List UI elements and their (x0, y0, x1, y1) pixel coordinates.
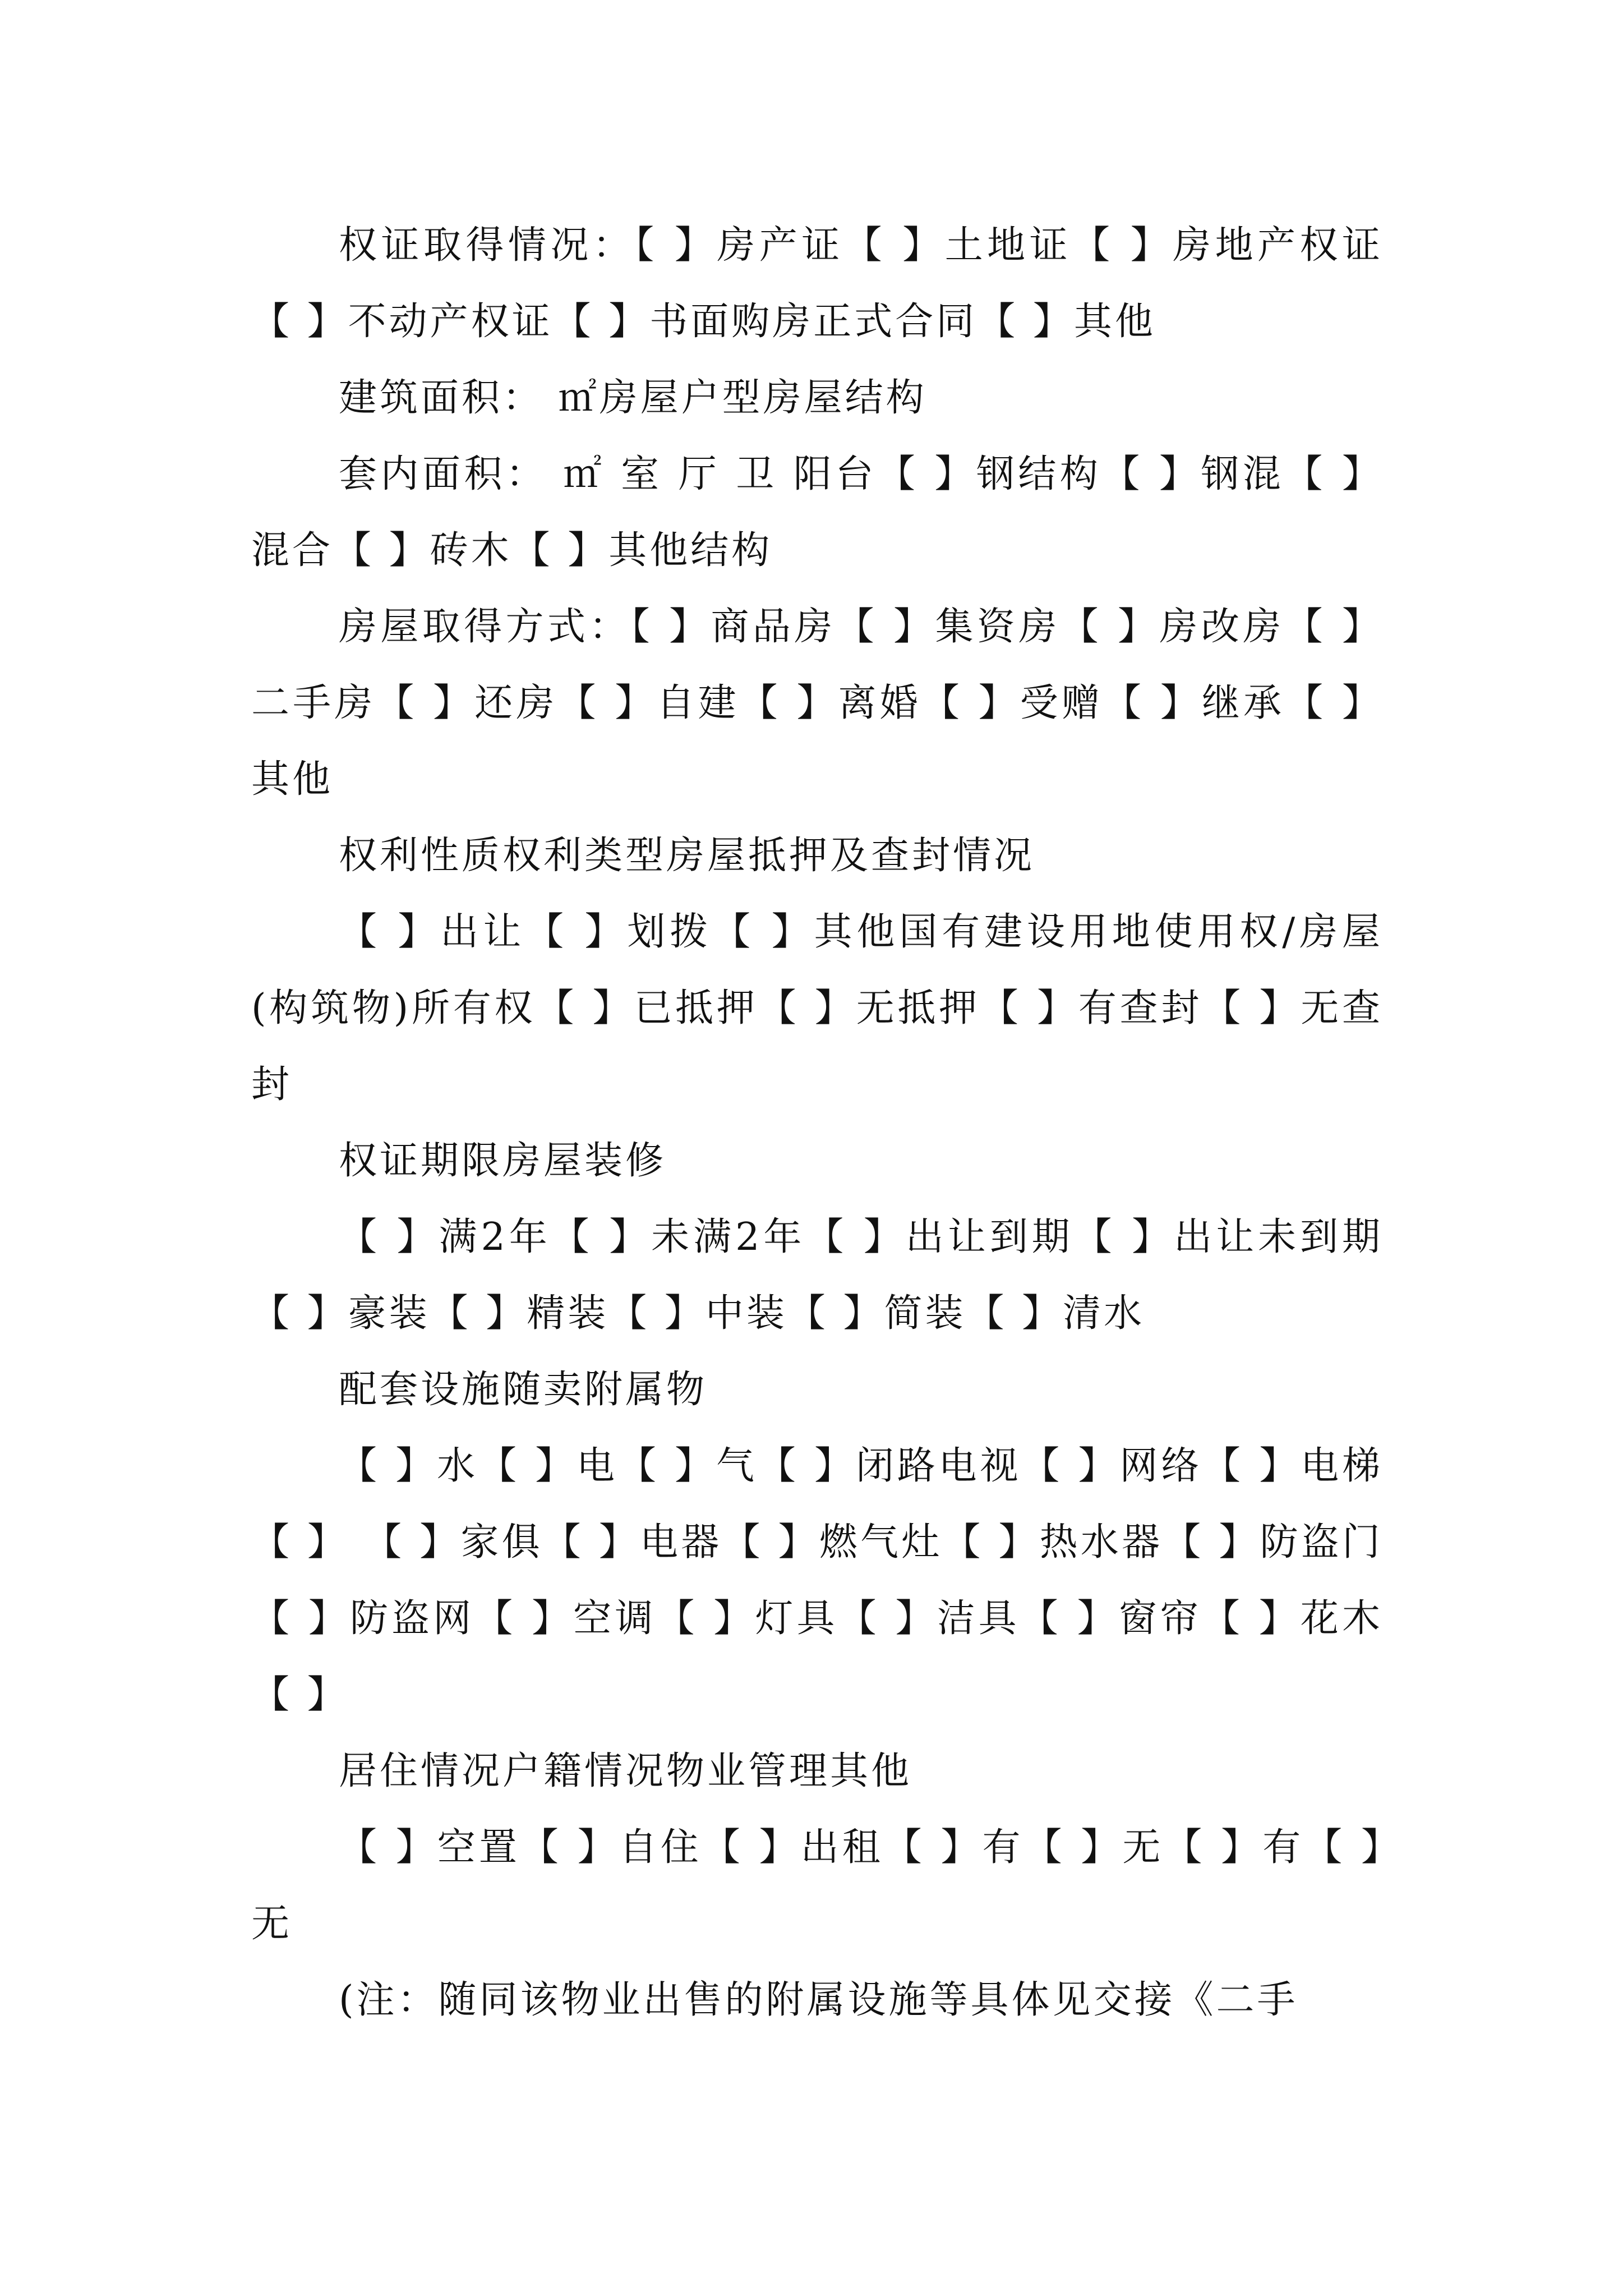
paragraph-rights-options: 【 】出让【 】划拨【 】其他国有建设用地使用权/房屋(构筑物)所有权【 】已抵押【 】无抵押【 】有查封【 】无查封 (251, 910, 1383, 1107)
paragraph-facilities-options: 【 】水【 】电【 】气【 】闭路电视【 】网络【 】电梯【 】 【 】家俱【 】电器【 】燃气灶【 】热水器【 】防盗门【 】防盗网【 】空调【 】灯具【 】洁具【 】窗帘【 】花木【 】 (251, 1444, 1383, 1717)
document-body (251, 208, 1383, 2039)
paragraph-certificate-status: 权证取得情况：【 】房产证【 】土地证【 】房地产权证【 】不动产权证【 】书面购房正式合同【 】其他 (251, 223, 1383, 344)
paragraph-building-area: 建筑面积： ㎡房屋户型房屋结构 (339, 376, 927, 420)
paragraph-note: (注：随同该物业出售的附属设施等具体见交接《二手 (339, 1978, 1298, 2022)
paragraph-residence-heading: 居住情况户籍情况物业管理其他 (339, 1749, 912, 1793)
paragraph-term-heading: 权证期限房屋装修 (339, 1139, 667, 1183)
paragraph-acquisition-method: 房屋取得方式：【 】商品房【 】集资房【 】房改房【 】二手房【 】还房【 】自建【 】离婚【 】受赠【 】继承【 】其他 (251, 605, 1383, 802)
paragraph-rights-heading: 权利性质权利类型房屋抵押及查封情况 (339, 834, 1035, 878)
paragraph-interior-area: 套内面积： ㎡ 室 厅 卫 阳台【 】钢结构【 】钢混【 】混合【 】砖木【 】其他结构 (251, 452, 1383, 573)
paragraph-residence-options: 【 】空置【 】自住【 】出租【 】有【 】无【 】有【 】无 (251, 1825, 1383, 1946)
paragraph-term-options: 【 】满2年【 】未满2年【 】出让到期【 】出让未到期【 】豪装【 】精装【 】中装【 】简装【 】清水 (251, 1215, 1383, 1336)
paragraph-facilities-heading: 配套设施随卖附属物 (339, 1368, 708, 1412)
